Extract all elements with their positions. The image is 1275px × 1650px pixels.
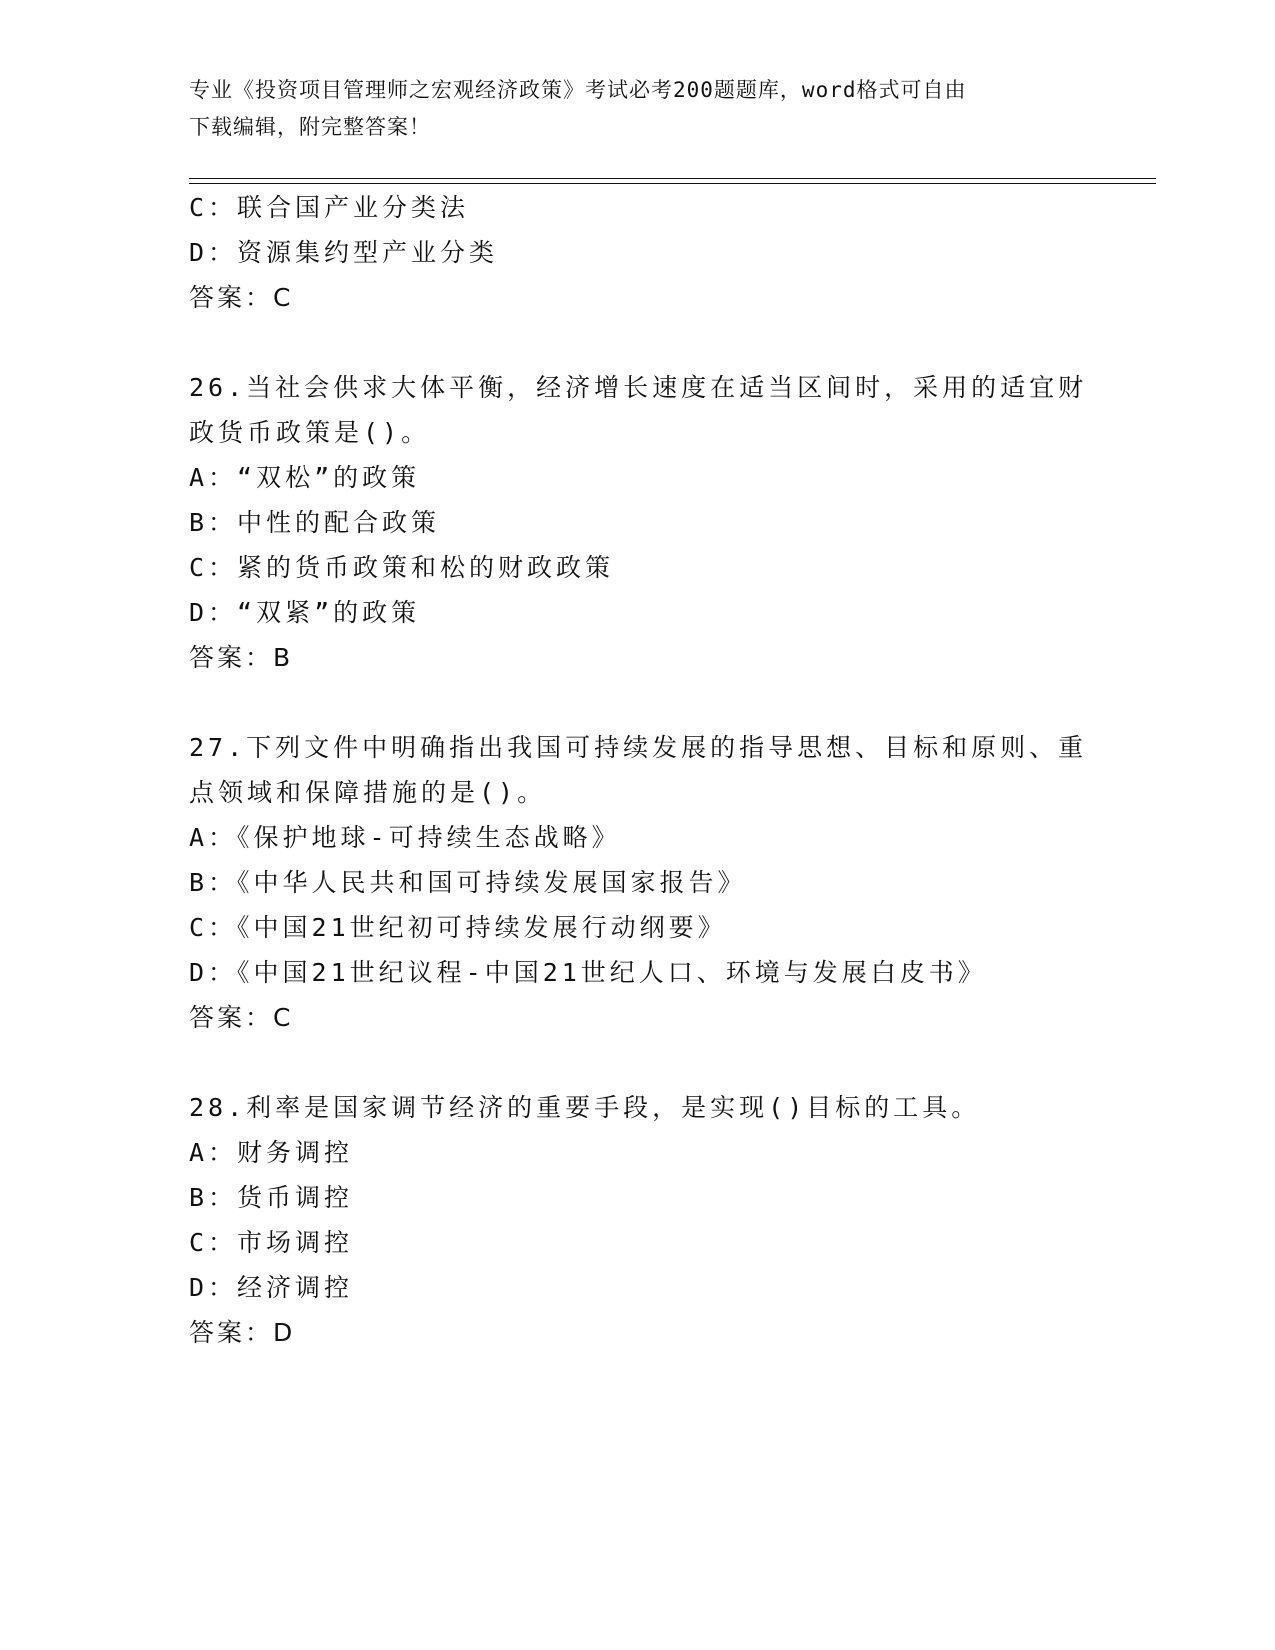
header-divider-bottom (189, 183, 1156, 184)
q26-option-b: B：中性的配合政策 (189, 508, 441, 537)
q26-stem-line-1: 26.当社会供求大体平衡，经济增长速度在适当区间时，采用的适宜财 (189, 373, 1088, 402)
q27-stem-line-2: 点领域和保障措施的是()。 (189, 778, 547, 807)
document-header (189, 72, 1089, 146)
q27-option-a: A：《保护地球-可持续生态战略》 (189, 823, 621, 852)
q27-option-d: D：《中国21世纪议程-中国21世纪人口、环境与发展白皮书》 (189, 958, 987, 987)
header-line-1: 专业《投资项目管理师之宏观经济政策》考试必考200题题库，word格式可自由 (189, 78, 967, 102)
q28-option-a: A：财务调控 (189, 1138, 354, 1167)
prev-option-d: D：资源集约型产业分类 (189, 238, 499, 267)
header-divider-top (189, 178, 1156, 179)
q27-answer: 答案：C (189, 1003, 294, 1032)
q28-stem-line-1: 28.利率是国家调节经济的重要手段，是实现()目标的工具。 (189, 1093, 981, 1122)
q27-stem-line-1: 27.下列文件中明确指出我国可持续发展的指导思想、目标和原则、重 (189, 733, 1088, 762)
q26-option-a: A：“双松”的政策 (189, 463, 421, 492)
q26-stem-line-2: 政货币政策是()。 (189, 418, 431, 447)
q26-answer: 答案：B (189, 643, 294, 672)
q28-answer: 答案：D (189, 1318, 296, 1347)
q26-option-d: D：“双紧”的政策 (189, 598, 421, 627)
header-line-2: 下载编辑，附完整答案！ (189, 115, 431, 139)
q28-option-b: B：货币调控 (189, 1183, 354, 1212)
q27-option-c: C：《中国21世纪初可持续发展行动纲要》 (189, 913, 727, 942)
prev-answer: 答案：C (189, 283, 294, 312)
prev-option-c: C：联合国产业分类法 (189, 193, 470, 222)
q28-option-d: D：经济调控 (189, 1273, 354, 1302)
q28-option-c: C：市场调控 (189, 1228, 354, 1257)
q27-option-b: B：《中华人民共和国可持续发展国家报告》 (189, 868, 747, 897)
q26-option-c: C：紧的货币政策和松的财政政策 (189, 553, 615, 582)
